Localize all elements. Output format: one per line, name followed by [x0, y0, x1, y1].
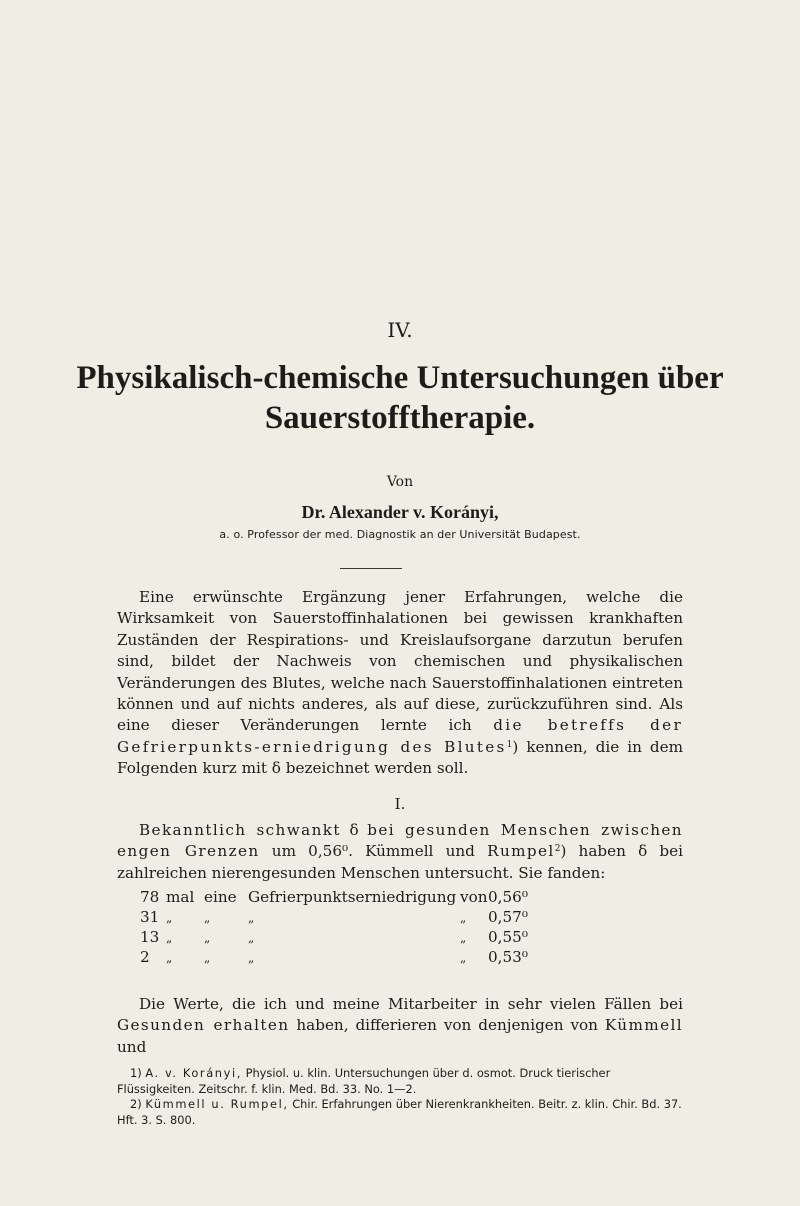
ditto-mark: „ [166, 951, 173, 965]
row-phrase-gefrierpunkt: Gefrierpunktserniedrigung [248, 888, 457, 906]
ditto-mark: „ [248, 911, 255, 925]
table-row [140, 947, 528, 967]
ditto-mark: „ [460, 931, 467, 945]
paragraph-results: Die Werte, die ich und meine Mitarbeiter in sehr vielen Fällen bei Gesunden erhalten haben, differieren von denjenigen von Kümmell und [117, 995, 683, 1056]
table-row [140, 887, 528, 907]
ditto-mark: „ [204, 951, 211, 965]
ditto-mark: „ [166, 911, 173, 925]
ditto-mark: „ [248, 951, 255, 965]
row-value: 0,57⁰ [488, 908, 528, 926]
row-count: 13 [140, 928, 160, 946]
row-phrase-eine: eine [204, 888, 237, 906]
row-count: 2 [140, 948, 150, 966]
chapter-number: IV. [387, 318, 413, 342]
paragraph-section-I: Bekanntlich schwankt δ bei gesunden Menschen zwischen engen Grenzen um 0,56⁰. Kümmell und Rumpel$^2$) haben δ bei zahlreichen nierengesunden Menschen untersucht. Sie fanden: [117, 821, 683, 882]
footnote-1: 1) A. v. Korányi, Physiol. u. klin. Untersuchungen über d. osmot. Druck tierischer Flüssigkeiten. Zeitschr. f. klin. Med. Bd. 33. No. 1—2. [117, 1066, 611, 1096]
author-ref-kuemmell: Kümmell [365, 842, 434, 861]
author-affiliation: a. o. Professor der med. Diagnostik an der Universität Budapest. [219, 528, 581, 541]
row-value: 0,53⁰ [488, 948, 528, 966]
ditto-mark: „ [204, 911, 211, 925]
byline-von: Von [386, 474, 414, 490]
row-count: 31 [140, 908, 160, 926]
footnotes [117, 1066, 687, 1128]
emphasis-gefrierpunkt: die betreffs der Gefrierpunkts-erniedrigung des Blutes [117, 716, 684, 756]
table-row [140, 927, 528, 947]
ditto-mark: „ [204, 931, 211, 945]
row-count: 78 [140, 888, 160, 906]
row-phrase-von: von [460, 888, 488, 906]
ditto-mark: „ [166, 931, 173, 945]
title-divider [340, 568, 402, 569]
row-value: 0,56⁰ [488, 888, 528, 906]
ditto-mark: „ [460, 911, 467, 925]
ditto-mark: „ [248, 931, 255, 945]
title-line-2: Sauerstofftherapie. [264, 400, 536, 436]
section-heading-I: I. [394, 795, 406, 813]
chapter-title [0, 358, 800, 438]
author-name: Dr. Alexander v. Korányi, [301, 502, 499, 522]
title-line-1: Physikalisch-chemische Untersuchungen über [76, 360, 724, 396]
freezing-point-table [140, 887, 528, 967]
author-ref-rumpel: Rumpel [487, 842, 555, 861]
ditto-mark: „ [460, 951, 467, 965]
footnote-ref-2: 2 [554, 844, 561, 855]
intro-paragraph: Eine erwünschte Ergänzung jener Erfahrungen, welche die Wirksamkeit von Sauerstoffinhalationen bei gewissen krankhaften Zuständen der Respirations- und Kreislaufsorgane darzutun berufen sind, bildet der Nachweis von chemischen und physikalischen Veränderungen des Blutes, welche nach Sauerstoffinhalationen eintreten können und auf nichts anderes, als auf diese, zurückzuführen sind. Als eine dieser Veränderungen lernte ich die betreffs der Gefrierpunkts-erniedrigung des Blutes$^1$) kennen, die in dem Folgenden kurz mit δ bezeichnet werden soll. [117, 588, 684, 778]
row-phrase-mal: mal [166, 888, 195, 906]
row-value: 0,55⁰ [488, 928, 528, 946]
footnote-ref-1: 1 [506, 739, 513, 750]
table-row [140, 907, 528, 927]
footnote-2: 2) Kümmell u. Rumpel, Chir. Erfahrungen über Nierenkrankheiten. Beitr. z. klin. Chir. Bd. 37. Hft. 3. S. 800. [117, 1097, 682, 1127]
